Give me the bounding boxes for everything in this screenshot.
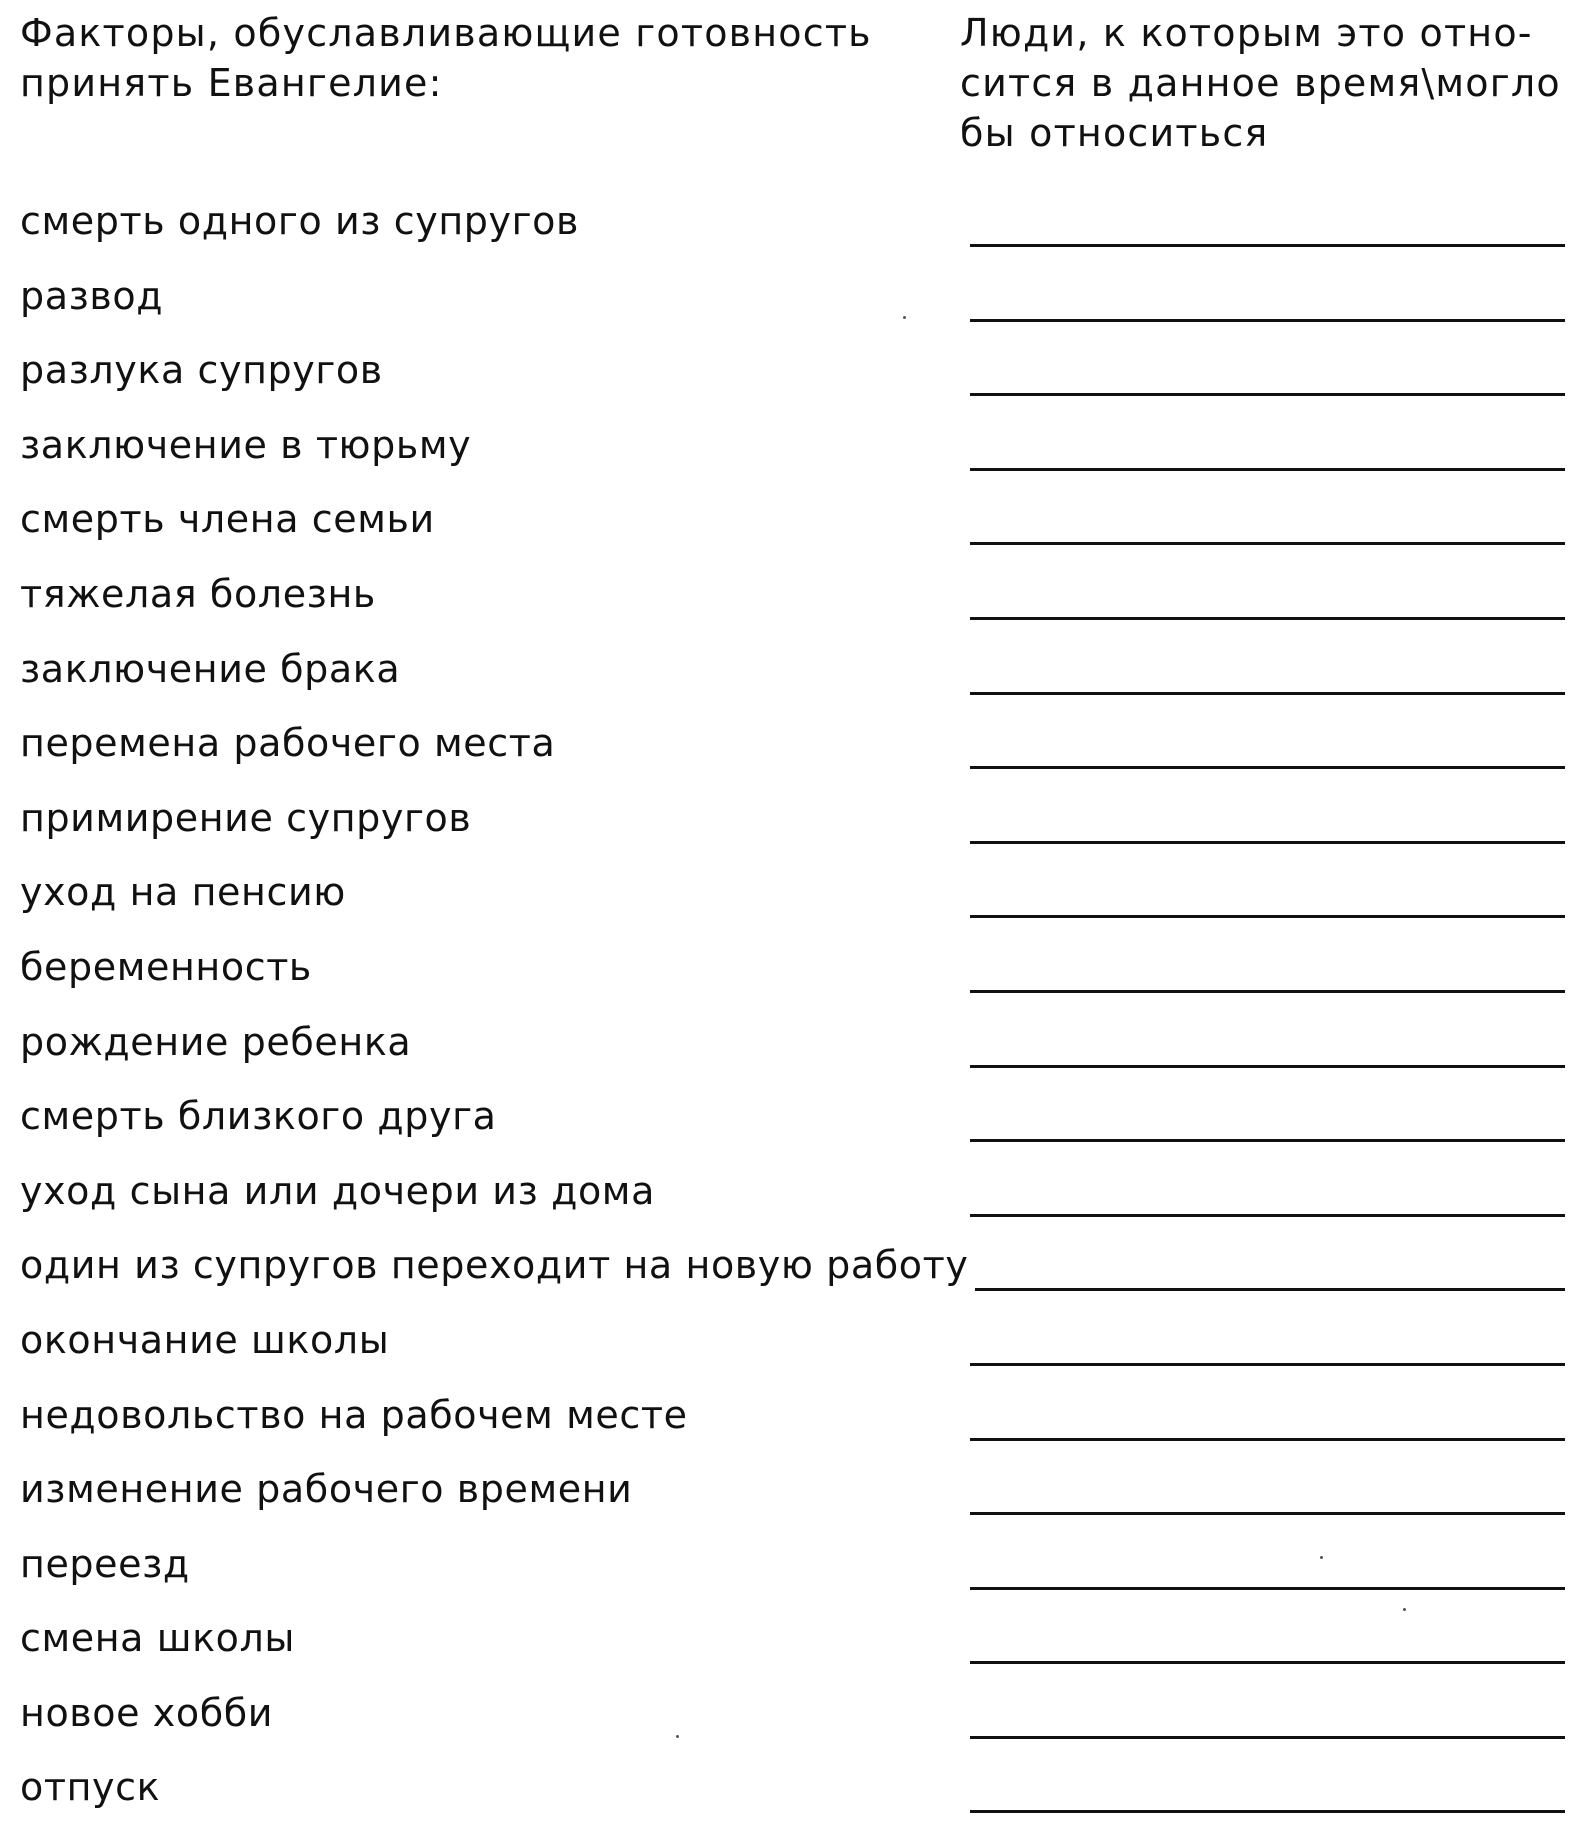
scan-speck: [676, 1735, 679, 1738]
factor-row: [20, 1464, 1565, 1539]
answer-blank-line[interactable]: [970, 1438, 1565, 1441]
answer-blank-line[interactable]: [970, 692, 1565, 695]
answer-blank-line[interactable]: [970, 1363, 1565, 1366]
factor-row: [20, 569, 1565, 644]
factor-row: [20, 1091, 1565, 1166]
factor-row: [20, 1390, 1565, 1465]
answer-blank-line[interactable]: [970, 1214, 1565, 1217]
factor-row: [20, 793, 1565, 868]
answer-blank-line[interactable]: [970, 468, 1565, 471]
factor-label: смерть члена семьи: [20, 494, 437, 544]
factor-row: [20, 942, 1565, 1017]
table-header: [20, 8, 1565, 158]
factor-label: уход на пенсию: [20, 867, 348, 917]
factor-label: перемена рабочего места: [20, 718, 557, 768]
factor-label: заключение в тюрьму: [20, 420, 473, 470]
factor-label: смена школы: [20, 1613, 297, 1663]
factor-label: новое хобби: [20, 1688, 275, 1738]
factor-row: [20, 345, 1565, 420]
people-column-heading: Люди, к которым это отно- сится в данное время\могло бы относиться: [960, 11, 1561, 155]
factor-row: [20, 718, 1565, 793]
factor-label: разлука супругов: [20, 345, 385, 395]
answer-blank-line[interactable]: [970, 841, 1565, 844]
answer-blank-line[interactable]: [970, 1736, 1565, 1739]
factor-label: уход сына или дочери из дома: [20, 1166, 657, 1216]
factor-row: [20, 420, 1565, 495]
answer-blank-line[interactable]: [970, 766, 1565, 769]
scan-speck: [903, 316, 906, 319]
factor-label: смерть близкого друга: [20, 1091, 499, 1141]
answer-blank-line[interactable]: [970, 319, 1565, 322]
factor-label: изменение рабочего времени: [20, 1464, 634, 1514]
factor-label: смерть одного из супругов: [20, 196, 581, 246]
answer-blank-line[interactable]: [970, 1512, 1565, 1515]
scan-speck: [1320, 1556, 1323, 1559]
factor-list: [20, 196, 1565, 1837]
factor-label: один из супругов переходит на новую работу: [20, 1240, 970, 1290]
factor-label: заключение брака: [20, 644, 402, 694]
factor-row: [20, 644, 1565, 719]
factor-label: рождение ребенка: [20, 1017, 413, 1067]
factor-row: [20, 1166, 1565, 1241]
answer-blank-line[interactable]: [970, 915, 1565, 918]
factor-row: [20, 1613, 1565, 1688]
factor-row: [20, 1688, 1565, 1763]
answer-blank-line[interactable]: [970, 1587, 1565, 1590]
answer-blank-line[interactable]: [970, 1139, 1565, 1142]
factors-column-heading: Факторы, обуславливающие готовность принять Евангелие:: [20, 11, 872, 105]
factor-row: [20, 1539, 1565, 1614]
factor-row: [20, 1315, 1565, 1390]
factor-row: [20, 1762, 1565, 1837]
factor-label: окончание школы: [20, 1315, 391, 1365]
factor-row: [20, 867, 1565, 942]
factor-row: [20, 494, 1565, 569]
answer-blank-line[interactable]: [970, 244, 1565, 247]
factor-label: беременность: [20, 942, 314, 992]
answer-blank-line[interactable]: [970, 990, 1565, 993]
factor-label: переезд: [20, 1539, 192, 1589]
answer-blank-line[interactable]: [970, 1661, 1565, 1664]
factor-label: примирение супругов: [20, 793, 473, 843]
scan-speck: [1403, 1608, 1406, 1611]
factor-label: тяжелая болезнь: [20, 569, 378, 619]
factor-label: недовольство на рабочем месте: [20, 1390, 690, 1440]
factor-row: [20, 271, 1565, 346]
answer-blank-line[interactable]: [970, 617, 1565, 620]
factor-row: [20, 1017, 1565, 1092]
factor-row: [20, 196, 1565, 271]
factor-label: отпуск: [20, 1762, 162, 1812]
factor-label: развод: [20, 271, 165, 321]
factor-row: [20, 1240, 1565, 1315]
answer-blank-line[interactable]: [970, 1065, 1565, 1068]
answer-blank-line[interactable]: [970, 542, 1565, 545]
answer-blank-line[interactable]: [975, 1288, 1565, 1291]
answer-blank-line[interactable]: [970, 393, 1565, 396]
answer-blank-line[interactable]: [970, 1810, 1565, 1813]
